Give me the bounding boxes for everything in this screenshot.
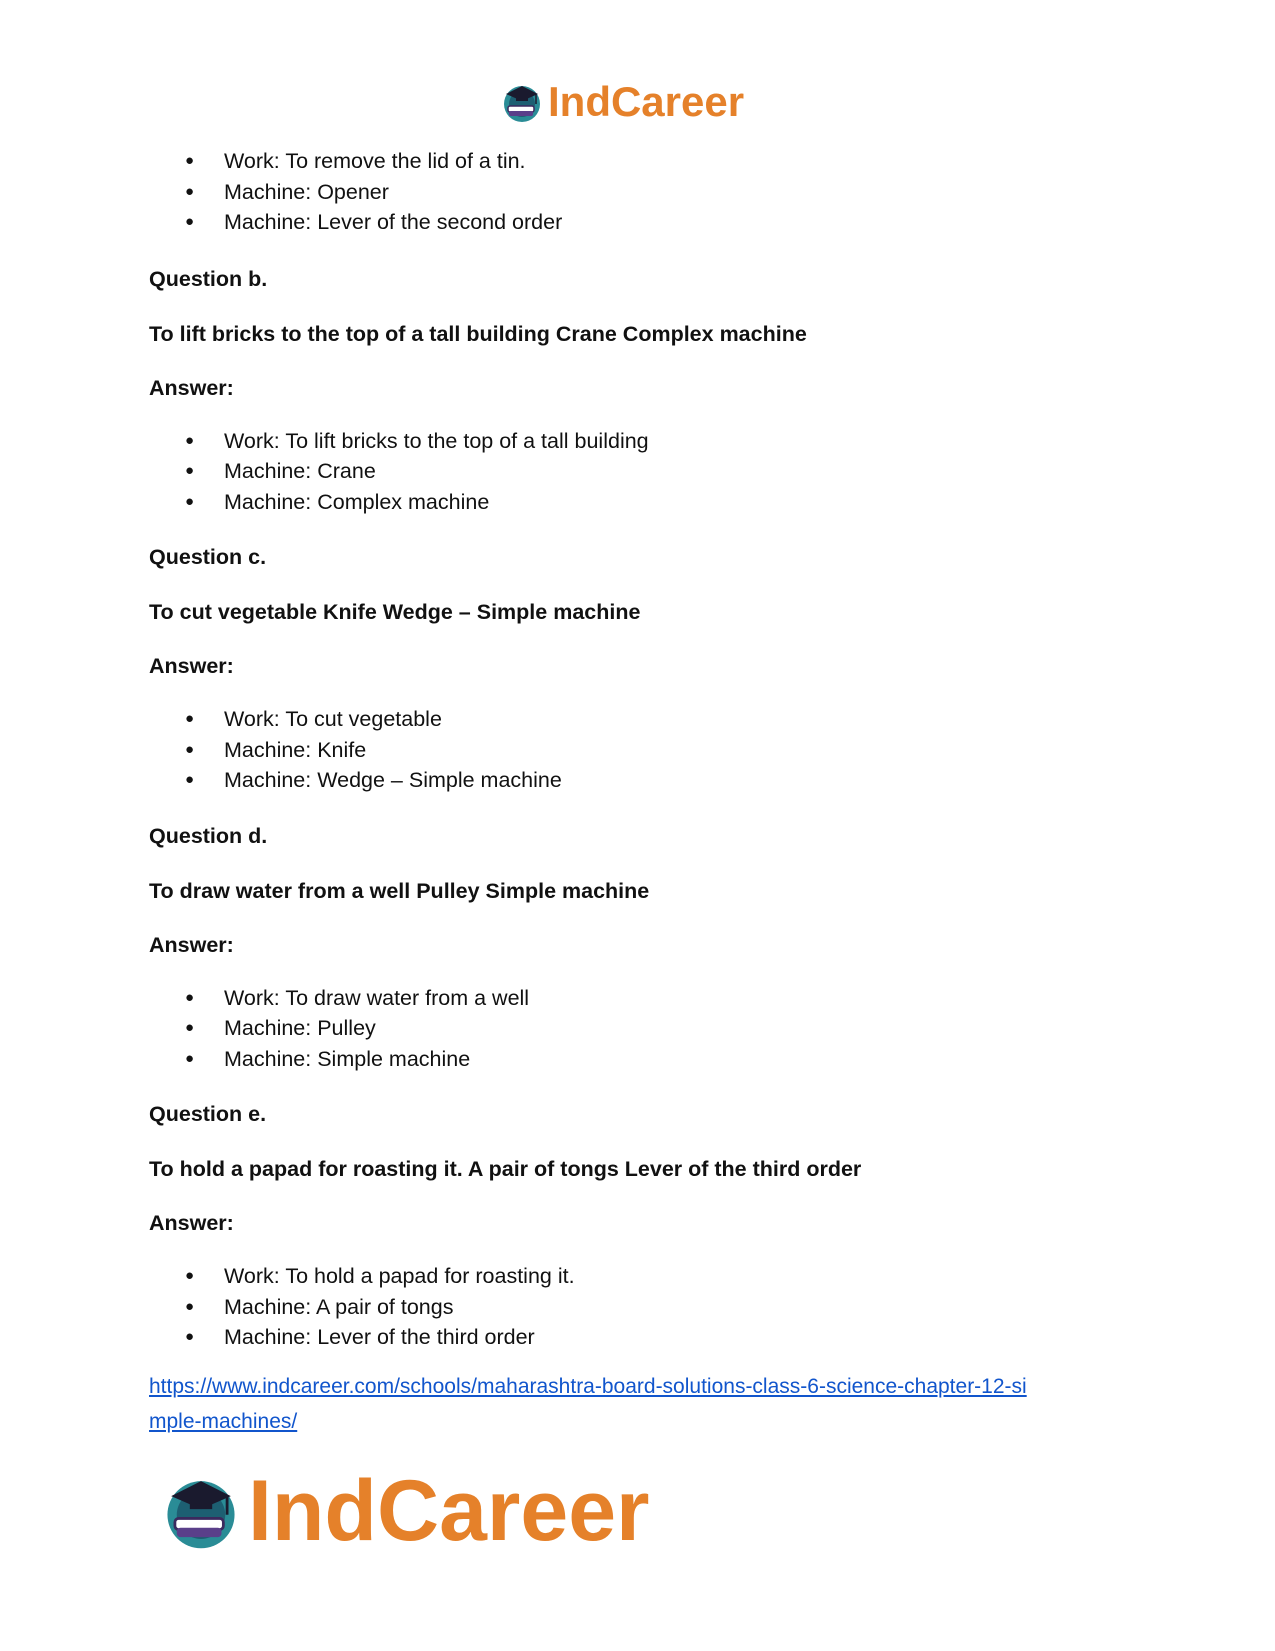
list-item: ● Work: To hold a papad for roasting it. [185, 1264, 575, 1288]
answer-list [149, 1261, 1149, 1353]
question-block-b [149, 264, 1149, 518]
question-label: Question c. [149, 545, 267, 569]
header-logo [500, 78, 744, 126]
footer-logo [160, 1463, 650, 1559]
answer-label: Answer: [149, 654, 234, 678]
question-label: Question b. [149, 266, 268, 291]
list-item: ● Machine: Simple machine [185, 1046, 471, 1071]
source-link-line2[interactable]: mple-machines/ [149, 1409, 298, 1433]
list-item: ● Machine: Opener [185, 179, 389, 204]
list-item: ● Work: To lift bricks to the top of a tall building [185, 428, 649, 453]
intro-answer-list [149, 146, 1149, 238]
question-prompt: To cut vegetable Knife Wedge – Simple machine [149, 600, 641, 624]
answer-list [149, 426, 1149, 518]
question-block-d [149, 821, 1149, 1075]
answer-list [149, 704, 1149, 796]
list-item: ● Work: To remove the lid of a tin. [185, 149, 526, 173]
logo-wordmark: IndCareer [248, 1463, 650, 1559]
list-item: ● Machine: Pulley [185, 1016, 376, 1040]
logo-wordmark: IndCareer [548, 78, 745, 125]
graduation-book-globe-icon [160, 1470, 242, 1552]
question-prompt: To lift bricks to the top of a tall building Crane Complex machine [149, 321, 807, 346]
list-item: ● Machine: Knife [185, 737, 367, 762]
source-link-line1[interactable]: https://www.indcareer.com/schools/maharashtra-board-solutions-class-6-science-chapter-12-si [149, 1374, 1027, 1398]
list-item: ● Machine: Wedge – Simple machine [185, 768, 562, 792]
document-body [149, 146, 1149, 1439]
graduation-book-globe-icon [500, 80, 544, 124]
question-label: Question d. [149, 823, 268, 848]
list-item: ● Machine: Complex machine [185, 489, 490, 514]
list-item: ● Machine: Lever of the third order [185, 1325, 535, 1349]
list-item: ● Work: To draw water from a well [185, 985, 530, 1010]
list-item: ● Machine: Crane [185, 459, 376, 483]
answer-label: Answer: [149, 375, 234, 400]
list-item: ● Machine: A pair of tongs [185, 1294, 454, 1319]
question-prompt: To draw water from a well Pulley Simple machine [149, 878, 650, 903]
question-prompt: To hold a papad for roasting it. A pair of tongs Lever of the third order [149, 1157, 862, 1181]
answer-list [149, 983, 1149, 1075]
list-item: ● Work: To cut vegetable [185, 707, 442, 731]
list-item: ● Machine: Lever of the second order [185, 210, 563, 234]
answer-label: Answer: [149, 932, 234, 957]
question-label: Question e. [149, 1102, 267, 1126]
question-block-c [149, 542, 1149, 796]
source-link[interactable] [149, 1369, 1149, 1439]
answer-label: Answer: [149, 1211, 234, 1235]
question-block-e [149, 1099, 1149, 1353]
